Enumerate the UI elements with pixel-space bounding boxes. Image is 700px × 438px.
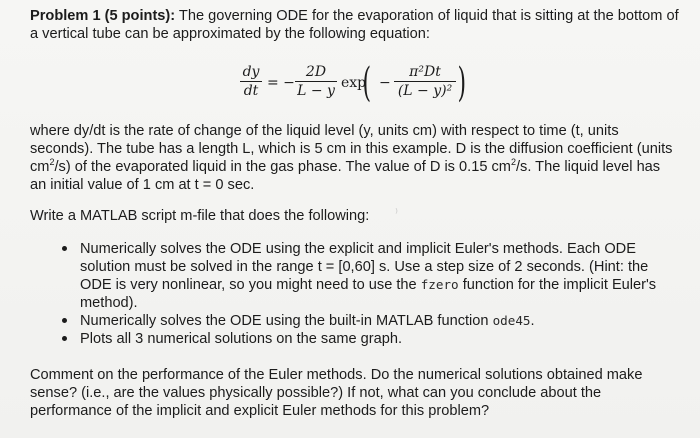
bullet-icon (62, 336, 67, 341)
b1-text: Numerically solves the ODE using the explicit and implicit Euler's methods. Each ODE solution must be solved in the range t = [0,60] s. Use a step size of 2 seconds. (Hint: the ODE is very nonlinear, so you might need to use the (80, 241, 649, 293)
eq-left-paren: ( (362, 60, 372, 106)
problem-intro: The governing ODE for the evaporation of liquid that is sitting at the bottom of a vertical tube can be approximated by the following equation: (30, 8, 679, 42)
desc-part2: /s) of the evaporated liquid in the gas phase. The value of D is 0.15 cm (54, 159, 511, 175)
bullet-icon (62, 318, 67, 323)
task-intro: Write a MATLAB script m-file that does the following: (30, 208, 370, 224)
list-item-ode45 (62, 312, 682, 330)
list-item-euler (62, 240, 682, 312)
b2-text: Numerically solves the ODE using the built-in MATLAB function (80, 313, 493, 329)
desc-part1: where dy/dt is the rate of change of the liquid level (y, units cm) with respect to time (t, units seconds). The tube has a length L, which is 5 cm in this example. D is the diffusion coefficient (units cm (30, 123, 673, 175)
variable-description (30, 122, 680, 194)
eq-right-paren: ) (457, 60, 467, 106)
text-cursor-mark: ⁾ (395, 206, 398, 220)
task-list (62, 240, 682, 348)
b3-text: Plots all 3 numerical solutions on the same graph. (80, 331, 403, 347)
eq-coef-den: L − y (295, 81, 337, 100)
eq-arg-den: (L − y)² (394, 81, 456, 100)
eq-arg-num: π²Dt (409, 64, 441, 80)
eq-lhs-num: dy (242, 64, 260, 80)
problem-statement (30, 7, 680, 43)
eq-inner-minus: − (379, 75, 391, 91)
ode-equation (240, 60, 500, 108)
comment-paragraph: Comment on the performance of the Euler methods. Do the numerical solutions obtained make sense? (i.e., are the values physically possible?) If not, what can you conclude about the performance of the implicit and explicit Euler methods for this problem? (30, 367, 643, 419)
list-item-plot (62, 330, 682, 348)
desc-part3: /s. The liquid level has an initial value of 1 cm at t = 0 sec. (30, 159, 661, 193)
b1-code: fzero (420, 277, 459, 292)
eq-arg-fraction (394, 63, 456, 100)
b1-tail: function for the implicit Euler's method). (80, 277, 657, 311)
desc-sup1: 2 (49, 157, 55, 168)
eq-coef-fraction (295, 63, 337, 100)
eq-exp-label: exp (341, 75, 367, 91)
b2-tail: . (530, 313, 535, 329)
b2-code: ode45 (492, 313, 531, 328)
problem-header: Problem 1 (5 points): (30, 8, 176, 24)
eq-coef-num: 2D (305, 64, 327, 80)
eq-lhs-den: dt (240, 81, 262, 100)
desc-sup2: 2 (510, 157, 516, 168)
eq-equals: = − (267, 75, 295, 91)
bullet-icon (62, 246, 67, 251)
eq-lhs-fraction (240, 63, 262, 100)
